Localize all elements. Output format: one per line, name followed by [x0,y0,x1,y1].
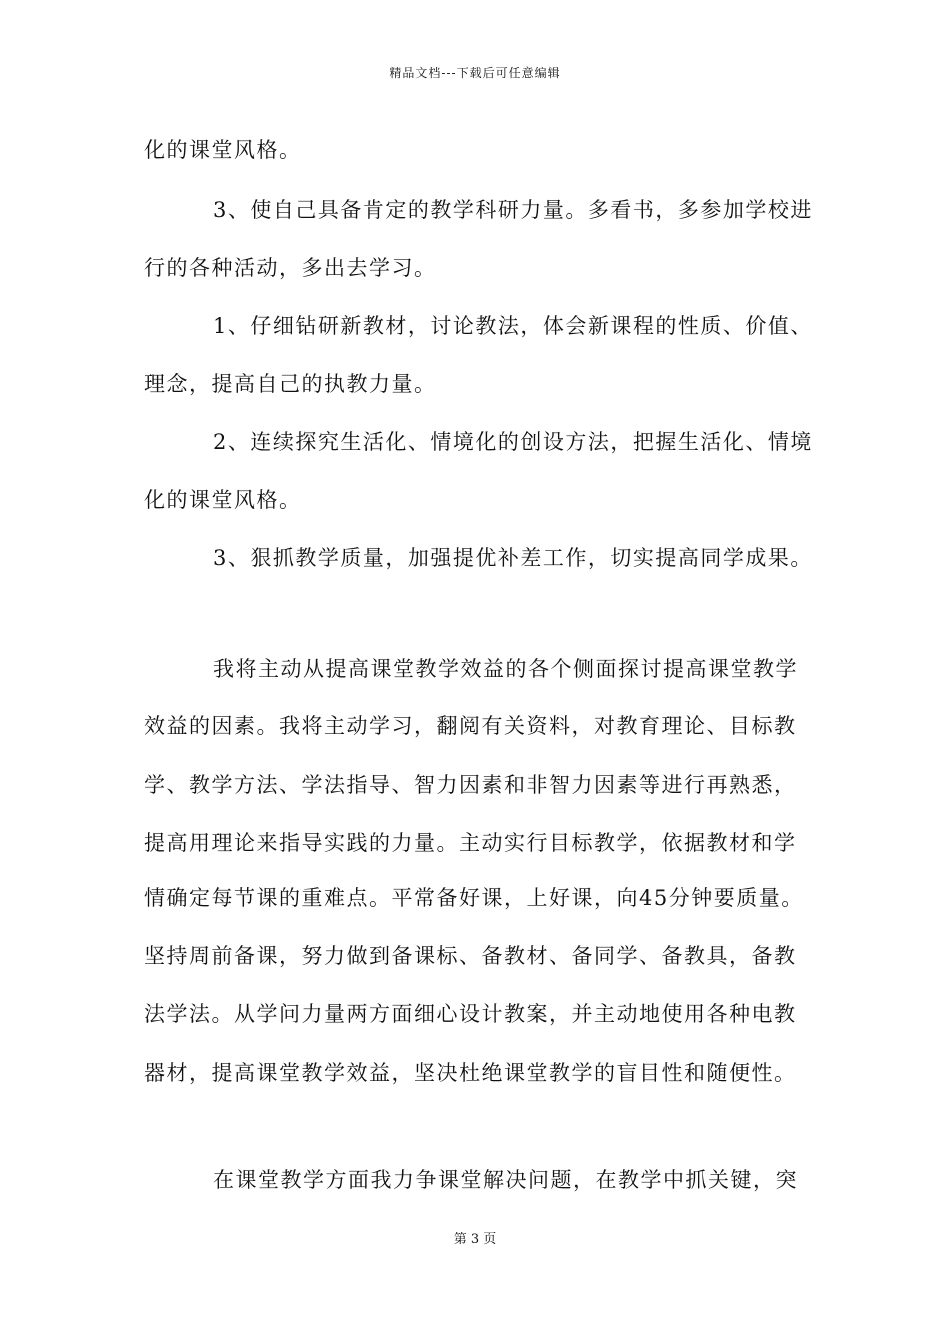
text-line: 理念，提高自己的执教力量。 [144,372,437,396]
text-line: 法学法。从学问力量两方面细心设计教案，并主动地使用各种电教 [144,1002,797,1026]
text-line: 在课堂教学方面我力争课堂解决问题，在教学中抓关键，突 [213,1168,798,1192]
text-line: 器材，提高课堂教学效益，坚决杜绝课堂教学的盲目性和随便性。 [144,1061,797,1085]
text-line: 我将主动从提高课堂教学效益的各个侧面探讨提高课堂教学 [213,657,798,681]
text-line: 3、使自己具备肯定的教学科研力量。多看书，多参加学校进 [213,198,813,222]
text-line: 1、仔细钻研新教材，讨论教法，体会新课程的性质、价值、 [213,314,813,338]
text-line: 提高用理论来指导实践的力量。主动实行目标教学，依据教材和学 [144,831,797,855]
page-header: 精品文档---下载后可任意编辑 [389,66,561,80]
text-line: 3、狠抓教学质量，加强提优补差工作，切实提高同学成果。 [213,546,813,570]
page-number: 第 3 页 [453,1232,497,1247]
text-line: 化的课堂风格。 [144,138,302,162]
text-line: 效益的因素。我将主动学习，翻阅有关资料，对教育理论、目标教 [144,714,797,738]
text-line: 学、教学方法、学法指导、智力因素和非智力因素等进行再熟悉， [144,773,797,797]
text-line: 2、连续探究生活化、情境化的创设方法，把握生活化、情境 [213,430,813,454]
text-line: 行的各种活动，多出去学习。 [144,256,437,280]
text-line: 化的课堂风格。 [144,488,302,512]
text-line: 情确定每节课的重难点。平常备好课，上好课，向45分钟要质量。 [144,886,804,910]
text-line: 坚持周前备课，努力做到备课标、备教材、备同学、备教具，备教 [144,944,797,968]
